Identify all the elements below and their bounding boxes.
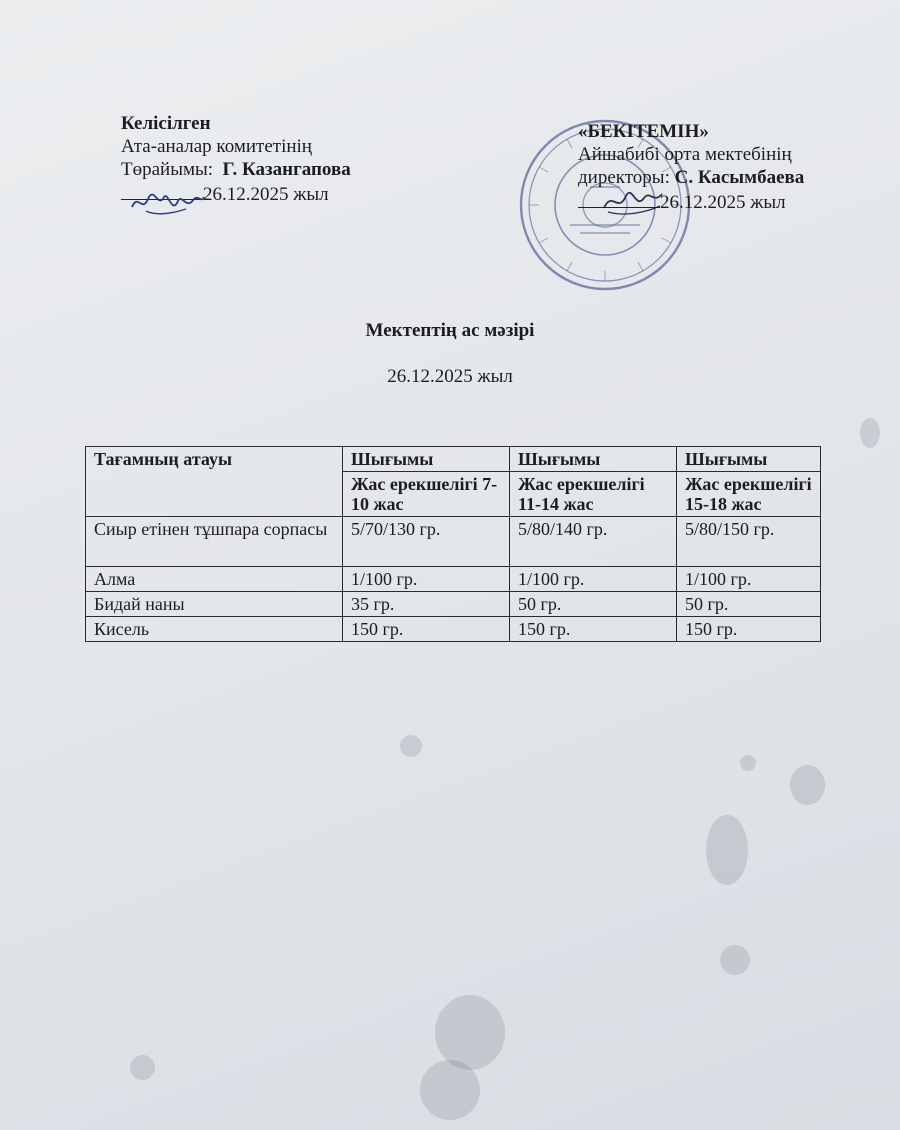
approval-left-line2: Төрайымы: Г. Казангапова [121,159,351,180]
header-age-group: Жас ерекшелігі 7-10 жас [343,472,510,517]
dish-name: Кисель [86,617,343,642]
signature-line [578,189,660,208]
approval-right [578,120,804,214]
stain [706,815,748,885]
stain [720,945,750,975]
approval-left-heading: Келісілген [121,113,211,134]
table-row [86,617,821,642]
portion-value: 5/80/150 гр. [677,517,821,567]
portion-value: 1/100 гр. [677,567,821,592]
approval-right-line1: Айшабибі орта мектебінің [578,144,792,165]
director-name: С. Касымбаева [674,167,805,188]
header-age-group: Жас ерекшелігі 15-18 жас [677,472,821,517]
page-title: Мектептің ас мәзірі [365,320,535,341]
header-age-group: Жас ерекшелігі 11-14 жас [510,472,677,517]
menu-table [85,446,821,642]
approval-right-date: 26.12.2025 жыл [660,192,786,213]
header-yield: Шығымы [677,447,821,472]
dish-name: Бидай наны [86,592,343,617]
table-row [86,567,821,592]
table-row [86,517,821,567]
portion-value: 50 гр. [677,592,821,617]
signature-left [128,185,208,221]
stain [740,755,756,771]
approval-left-date: 26.12.2025 жыл [203,184,329,205]
chair-name: Г. Казангапова [222,159,351,180]
portion-value: 150 гр. [677,617,821,642]
portion-value: 1/100 гр. [343,567,510,592]
approval-right-line2: директоры: С. Касымбаева [578,167,805,188]
portion-value: 5/80/140 гр. [510,517,677,567]
portion-value: 50 гр. [510,592,677,617]
dish-name: Алма [86,567,343,592]
portion-value: 150 гр. [343,617,510,642]
portion-value: 150 гр. [510,617,677,642]
header-dish-name: Тағамның атауы [86,447,343,517]
portion-value: 35 гр. [343,592,510,617]
header-yield: Шығымы [343,447,510,472]
table-header-row [86,447,821,472]
approval-right-heading: «БЕКІТЕМІН» [578,121,709,142]
stain [420,1060,480,1120]
approval-left-line1: Ата-аналар комитетінің [121,136,312,157]
portion-value: 1/100 гр. [510,567,677,592]
stain [130,1055,155,1080]
stain [435,995,505,1070]
table-row [86,592,821,617]
approval-right-date-line [578,189,804,214]
stain [860,418,880,448]
stain [400,735,422,757]
stain [790,765,825,805]
menu-date: 26.12.2025 жыл [387,366,513,387]
dish-name: Сиыр етінен тұшпара сорпасы [86,517,343,567]
portion-value: 5/70/130 гр. [343,517,510,567]
header-yield: Шығымы [510,447,677,472]
